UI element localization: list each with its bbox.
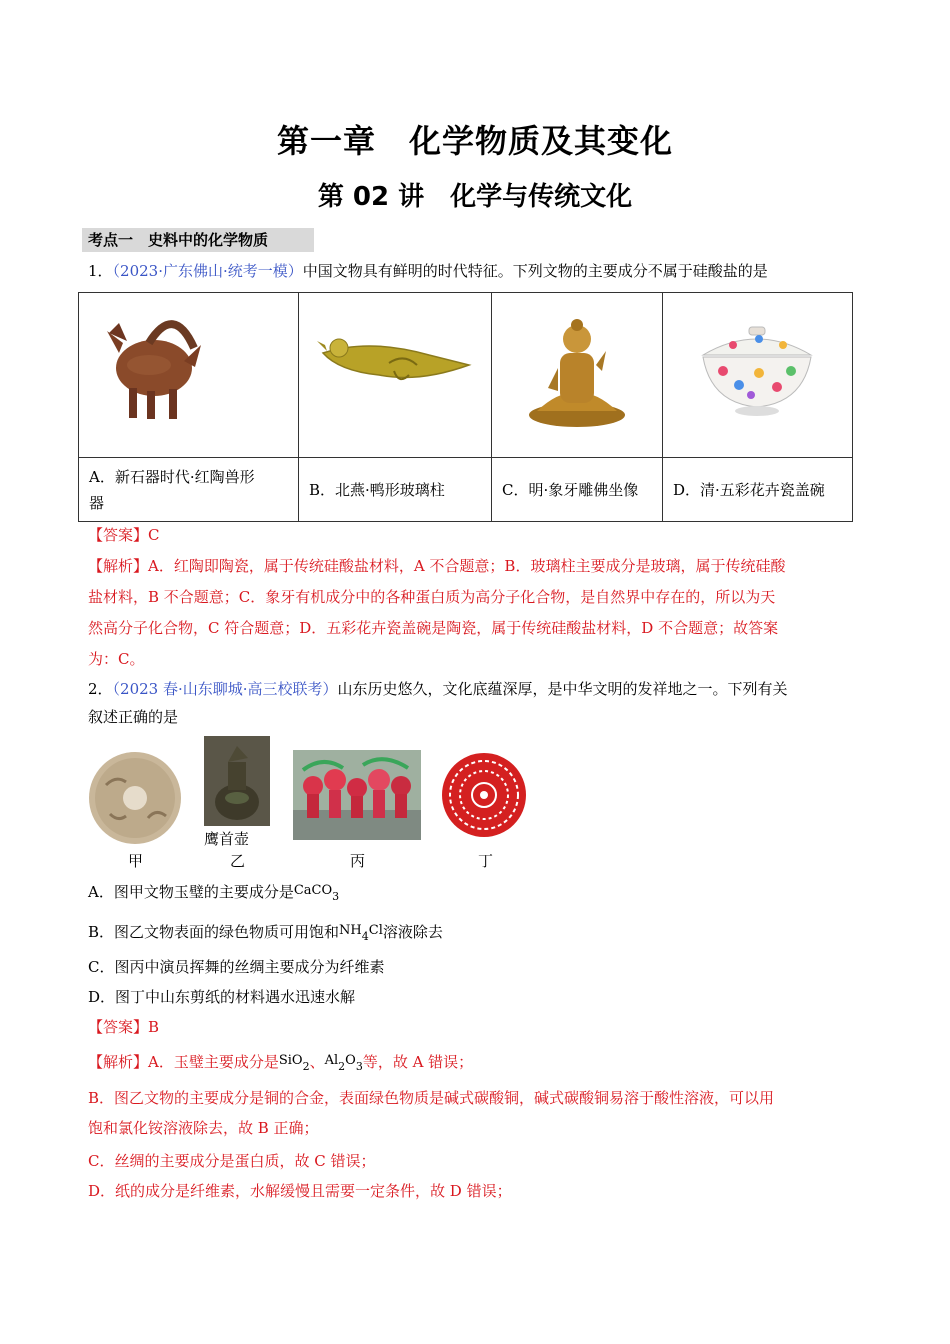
q1-analysis-line2: 盐材料，B 不合题意；C．象牙有机成分中的各种蛋白质为高分子化合物，是自然界中存在的，所以为天 — [88, 588, 776, 606]
q1-option-b-label: B．北燕·鸭形玻璃柱 — [299, 458, 492, 522]
q2-figure-yi-label: 乙 — [230, 852, 246, 870]
q2-option-b — [88, 920, 443, 948]
q2-analysis-a-prefix: 【解析】A．玉璧主要成分是 — [88, 1053, 279, 1071]
q2-analysis-o: O — [345, 1053, 356, 1068]
eagle-head-pot-icon — [204, 736, 270, 826]
q2-answer: 【答案】B — [88, 1018, 160, 1036]
q2-analysis-a — [88, 1050, 473, 1078]
q2-analysis-b-line1: B．图乙文物的主要成分是铜的合金，表面绿色物质是碱式碳酸铜，碱式碳酸铜易溶于酸性溶液，可以用 — [88, 1089, 775, 1107]
q2-option-a-text: A．图甲文物玉璧的主要成分是 — [88, 883, 294, 901]
q1-option-c-image-cell — [492, 293, 663, 458]
q1-analysis-line4: 为：C。 — [88, 650, 145, 668]
porcelain-covered-bowl-icon — [663, 293, 852, 453]
q2-option-b-formula: NH — [339, 923, 362, 938]
q1-stem — [88, 260, 768, 282]
red-pottery-animal-vessel-icon — [79, 293, 298, 453]
lecture-title: 第 02 讲 化学与传统文化 — [317, 182, 633, 212]
q1-option-a-label-line2: 器 — [89, 493, 105, 512]
q1-options-table — [78, 292, 853, 522]
q2-source: （2023 春·山东聊城·高三校联考） — [112, 680, 338, 698]
q1-stem-text: 中国文物具有鲜明的时代特征。下列文物的主要成分不属于硅酸盐的是 — [302, 262, 768, 280]
q2-option-b-formula-sub: 4 — [361, 930, 369, 943]
q1-option-b-image-cell — [299, 293, 492, 458]
paper-cutting-icon — [440, 750, 528, 840]
q2-analysis-al-sub: 2 — [338, 1060, 346, 1073]
q2-stem-line2: 叙述正确的是 — [88, 708, 179, 726]
q2-option-a — [88, 880, 339, 908]
q1-option-a-image-cell — [79, 293, 299, 458]
q2-figure-ding-label: 丁 — [478, 852, 494, 870]
q2-option-d: D．图丁中山东剪纸的材料遇水迅速水解 — [88, 988, 356, 1006]
q2-option-b-tail: 溶液除去 — [382, 923, 443, 941]
q1-source: （2023·广东佛山·统考一模） — [112, 262, 303, 280]
q2-analysis-sio2-sub: 2 — [302, 1060, 310, 1073]
q1-option-a-label — [79, 458, 299, 522]
ivory-buddha-statue-icon — [492, 293, 662, 453]
q1-option-a-label-line1: A．新石器时代·红陶兽形 — [89, 467, 255, 486]
chapter-title: 第一章 化学物质及其变化 — [276, 122, 673, 160]
q2-figure-jia-label: 甲 — [128, 852, 144, 870]
q2-analysis-d: D．纸的成分是纤维素，水解缓慢且需要一定条件，故 D 错误； — [88, 1182, 512, 1200]
q1-analysis-line1: 【解析】A．红陶即陶瓷，属于传统硅酸盐材料，A 不合题意；B．玻璃柱主要成分是玻璃，属于传统硅酸 — [88, 557, 786, 575]
q1-option-d-label: D．清·五彩花卉瓷盖碗 — [663, 458, 853, 522]
q2-option-a-formula-sub: 3 — [332, 890, 340, 903]
q2-option-b-formula2: Cl — [368, 923, 383, 938]
q1-analysis-line3: 然高分子化合物，C 符合题意；D．五彩花卉瓷盖碗是陶瓷，属于传统硅酸盐材料，D 不合题意；故答案 — [88, 619, 779, 637]
jade-bi-disc-icon — [86, 750, 184, 846]
q2-analysis-sio2: SiO — [278, 1053, 303, 1068]
q2-analysis-separator: 、 — [309, 1053, 325, 1071]
q2-figure-bing-label: 丙 — [350, 852, 366, 870]
q2-stem-text: 山东历史悠久，文化底蕴深厚，是中华文明的发祥地之一。下列有关 — [337, 680, 788, 698]
q2-analysis-al: Al — [324, 1053, 339, 1068]
section-heading: 考点一 史料中的化学物质 — [82, 228, 314, 252]
duck-shaped-glass-icon — [299, 293, 491, 453]
q2-option-a-formula: CaCO — [293, 883, 333, 898]
q2-analysis-o-sub: 3 — [355, 1060, 363, 1073]
q2-number: 2． — [88, 680, 113, 698]
q2-analysis-b-line2: 饱和氯化铵溶液除去，故 B 正确； — [88, 1119, 319, 1137]
q2-figure-yi-caption: 鹰首壶 — [204, 830, 250, 848]
silk-dance-performance-icon — [293, 750, 421, 840]
q1-answer: 【答案】C — [88, 526, 160, 544]
q2-option-c: C．图丙中演员挥舞的丝绸主要成分为纤维素 — [88, 958, 385, 976]
q1-number: 1． — [88, 262, 113, 280]
q2-analysis-c: C．丝绸的主要成分是蛋白质，故 C 错误； — [88, 1152, 376, 1170]
q1-option-d-image-cell — [663, 293, 853, 458]
q2-analysis-a-tail: 等，故 A 错误； — [362, 1053, 474, 1071]
q2-stem-line1 — [88, 678, 788, 700]
q2-option-b-text: B．图乙文物表面的绿色物质可用饱和 — [88, 923, 340, 941]
q1-option-c-label: C．明·象牙雕佛坐像 — [492, 458, 663, 522]
